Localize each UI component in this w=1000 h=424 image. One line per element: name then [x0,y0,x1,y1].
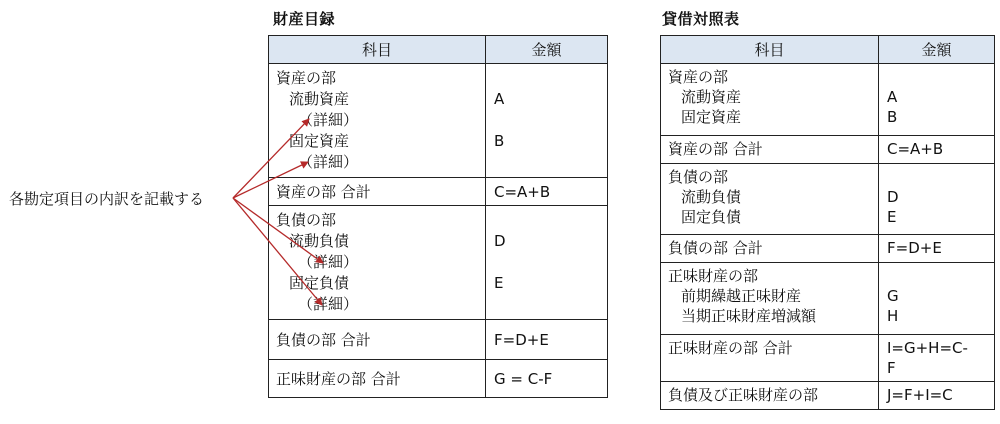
net-assets-total-value: I=G+H=C- [887,339,968,357]
liabilities-total-label: 負債の部 合計 [668,239,763,257]
grand-total-value: J=F+I=C [887,386,953,404]
amount-a: A [494,90,505,108]
detail-label: （詳細） [298,153,359,171]
assets-total-value: C=A+B [494,183,551,201]
current-liabilities-label: 流動負債 [289,232,350,250]
assets-total-value: C=A+B [887,140,944,158]
inventory-assets-total-row [269,178,608,206]
balance-liabilities-total-row [661,235,995,263]
assets-total-label: 資産の部 合計 [668,140,763,158]
liabilities-total-label: 負債の部 合計 [276,331,371,349]
balance-sheet-title: 貸借対照表 [662,10,740,28]
balance-assets-row [661,64,995,136]
amount-b: B [494,132,505,150]
fixed-liabilities-label: 固定負債 [289,274,350,292]
amount-g: G [887,287,899,305]
inventory-assets-row [269,64,608,178]
current-liabilities-label: 流動負債 [681,188,742,206]
inventory-table [268,35,608,398]
net-assets-total-label: 正味財産の部 合計 [276,370,401,388]
prior-net-assets-label: 前期繰越正味財産 [681,287,802,305]
net-assets-section-label: 正味財産の部 [668,267,759,285]
amount-b: B [887,108,898,126]
amount-d: D [494,232,506,250]
fixed-assets-label: 固定資産 [681,108,742,126]
liabilities-section-label: 負債の部 [668,168,729,186]
inventory-header-item: 科目 [269,36,486,64]
net-assets-total-value: G = C-F [494,370,553,388]
current-assets-label: 流動資産 [289,90,350,108]
amount-d: D [887,188,899,206]
amount-e: E [887,208,897,226]
fixed-liabilities-label: 固定負債 [681,208,742,226]
liabilities-total-value: F=D+E [494,331,549,349]
fixed-assets-label: 固定資産 [289,132,350,150]
detail-label: （詳細） [298,111,359,129]
inventory-net-total-row [269,360,608,398]
amount-e: E [494,274,504,292]
balance-sheet-table [660,35,995,410]
liabilities-total-value: F=D+E [887,239,942,257]
inventory-liabilities-total-row [269,320,608,360]
balance-header-amount: 金額 [879,36,995,64]
amount-a: A [887,88,898,106]
current-net-change-label: 当期正味財産増減額 [681,307,817,325]
net-assets-total-label: 正味財産の部 合計 [668,339,793,357]
balance-liabilities-row [661,164,995,235]
balance-net-total-row [661,335,995,382]
detail-label: （詳細） [298,253,359,271]
current-assets-label: 流動資産 [681,88,742,106]
liabilities-section-label: 負債の部 [276,211,337,229]
assets-section-label: 資産の部 [276,69,337,87]
amount-h: H [887,307,899,325]
annotation-label: 各勘定項目の内訳を記載する [9,190,205,208]
inventory-header-amount: 金額 [486,36,608,64]
inventory-liabilities-row [269,206,608,320]
inventory-title: 財産目録 [273,10,336,28]
assets-section-label: 資産の部 [668,68,729,86]
assets-total-label: 資産の部 合計 [276,183,371,201]
detail-label: （詳細） [298,295,359,313]
grand-total-label: 負債及び正味財産の部 [668,386,819,404]
net-assets-total-value-wrap: F [887,359,896,377]
balance-header-item: 科目 [661,36,879,64]
balance-assets-total-row [661,136,995,164]
balance-net-assets-row [661,263,995,335]
balance-grand-total-row [661,382,995,410]
